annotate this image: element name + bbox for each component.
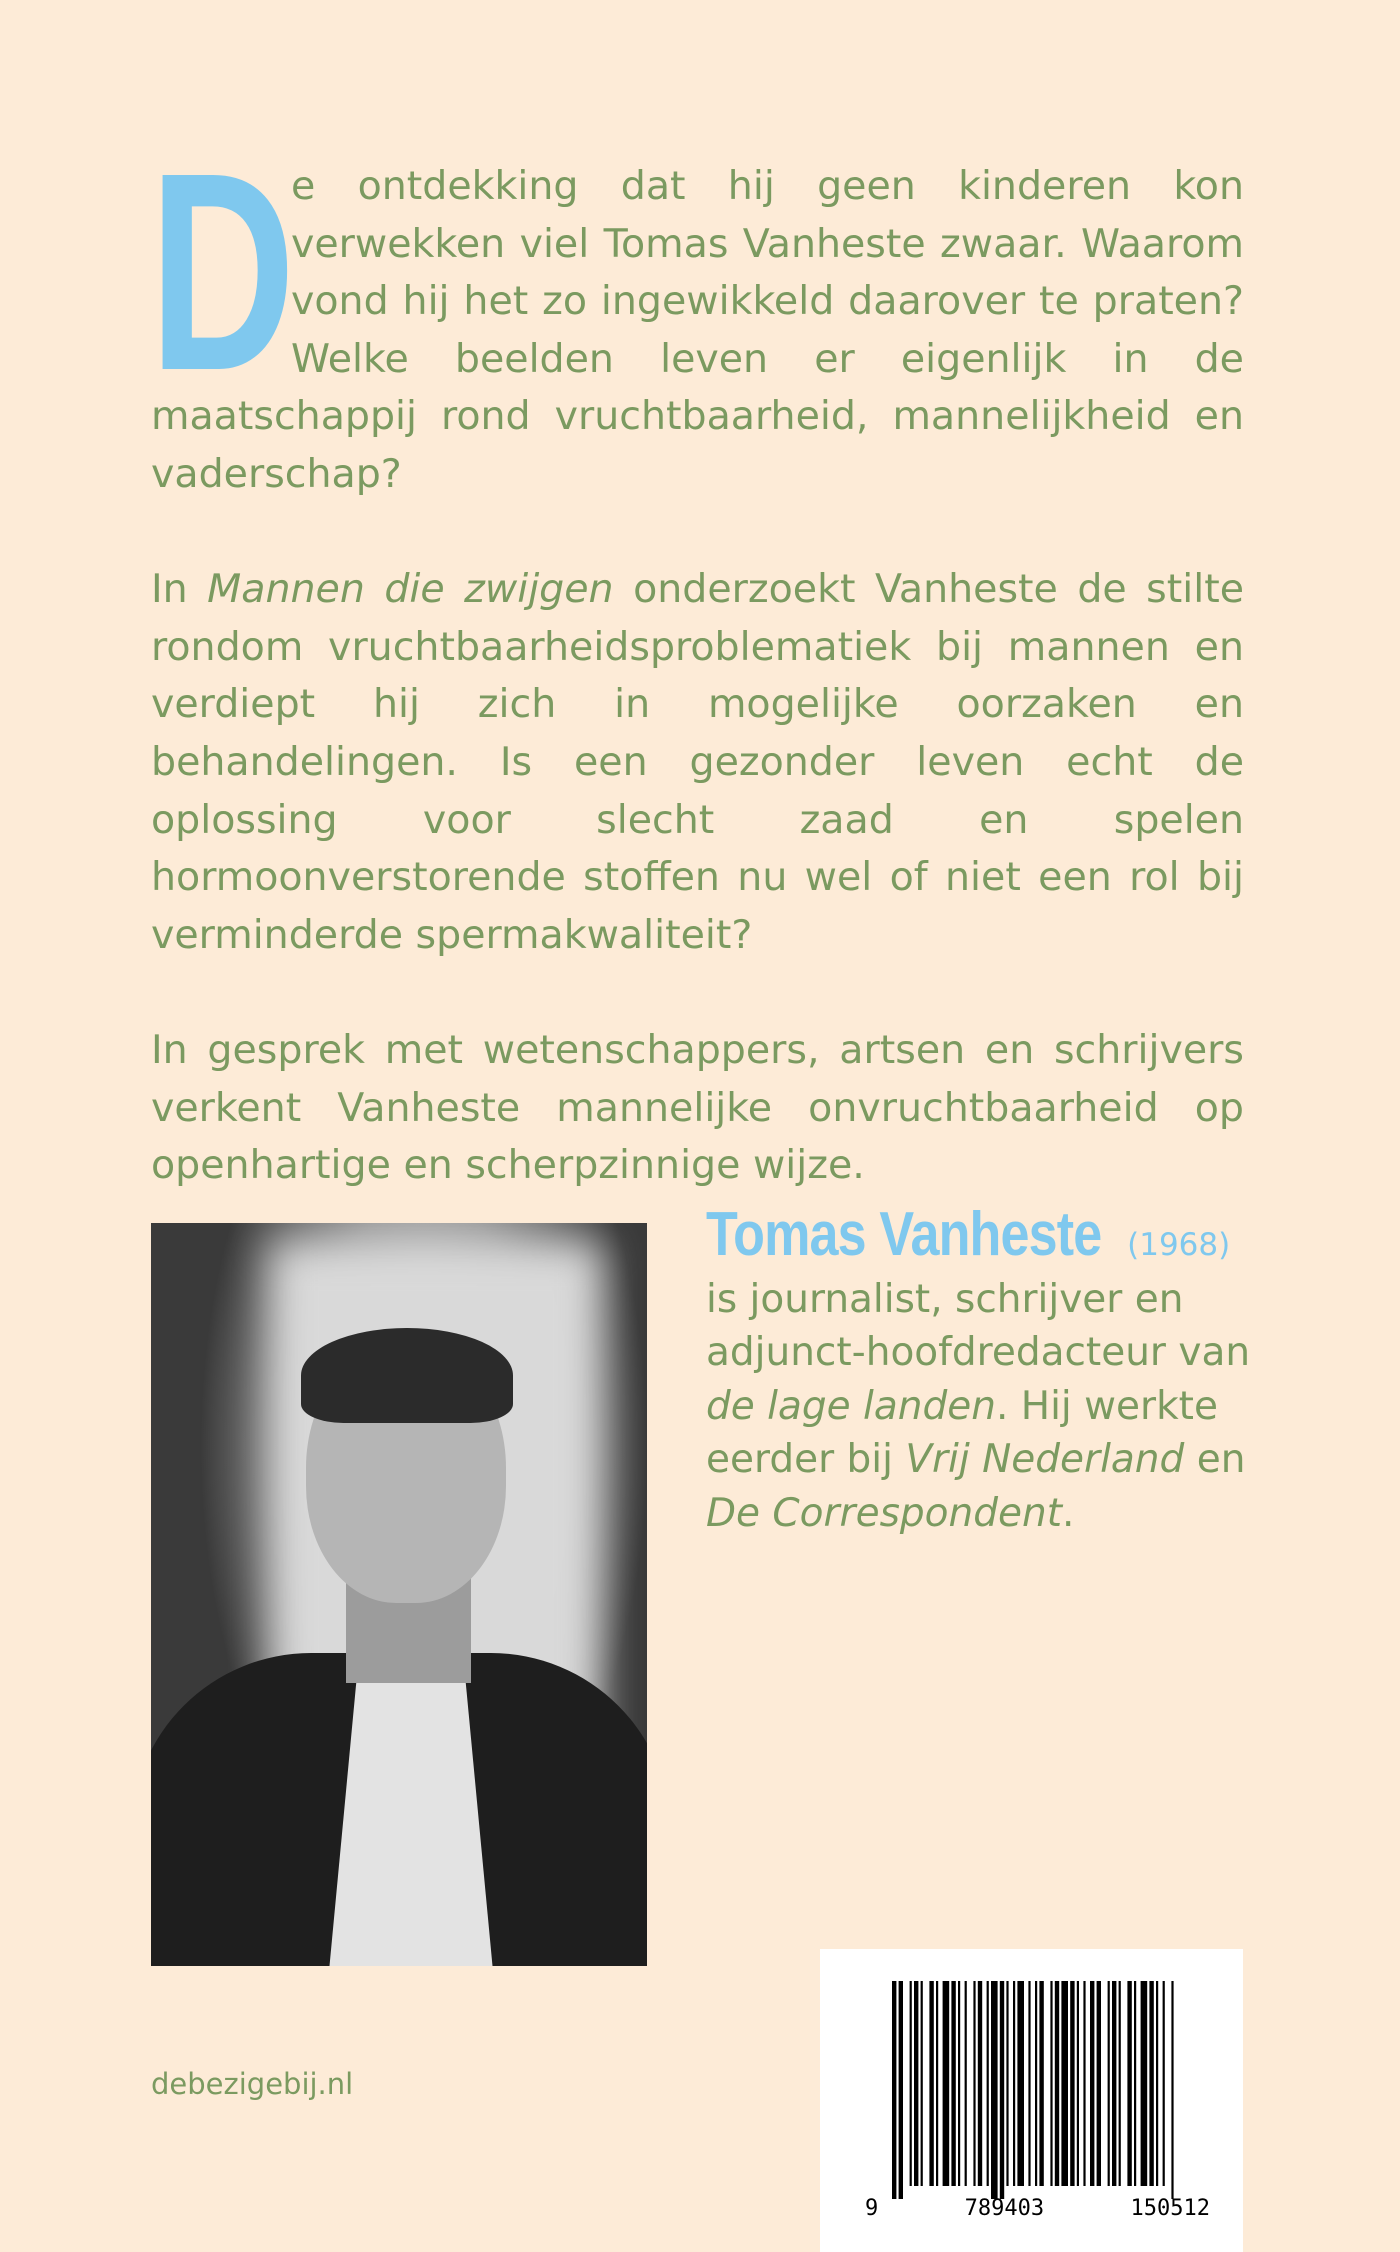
barcode-bar [1090, 1981, 1094, 2186]
barcode-digit-group: 789403 [964, 2196, 1045, 2221]
barcode-bar [987, 1981, 989, 2186]
drop-cap: D [149, 114, 296, 429]
barcode-digit-group: 9 [865, 2196, 879, 2221]
publication-title: De Correspondent [706, 1490, 1062, 1536]
barcode-bar [958, 1981, 960, 2186]
barcode-bar [1006, 1981, 1008, 2186]
barcode-bar [899, 1981, 903, 2199]
blurb-paragraph-3: In gesprek met wetenschappers, artsen en schrijvers verkent Vanheste mannelijke onvruchtbaarheid op openhartige en scherpzinnige wijze. [151, 1026, 1244, 1189]
author-photo [151, 1223, 647, 1966]
barcode-bar [1017, 1981, 1024, 2186]
barcode-bar [965, 1981, 967, 2186]
barcode-bar [914, 1981, 918, 2186]
author-name: Tomas Vanheste [706, 1200, 1102, 1269]
barcode-bar [951, 1981, 955, 2186]
barcode-bar [892, 1981, 896, 2199]
barcode-bar [1149, 1981, 1153, 2186]
barcode-bar [1070, 1981, 1074, 2186]
blurb-paragraph-1: D e ontdekking dat hij geen kinderen kon verwekken viel Tomas Vanheste zwaar. Waarom vond hij het zo ingewikkeld daarover te praten? Welke beelden leven er eigenlijk in de maatschappij rond vruchtbaarheid, mannelijkheid en vaderschap? [149, 114, 1244, 497]
publication-title: de lage landen [706, 1383, 996, 1429]
barcode-bar [1134, 1981, 1136, 2186]
barcode-bar [1061, 1981, 1068, 2186]
barcode-bars [820, 1949, 1243, 2199]
author-birth-year: (1968) [1127, 1227, 1231, 1263]
barcode-bar [1083, 1981, 1085, 2186]
publisher-website: debezigebij.nl [151, 2067, 354, 2101]
barcode-bar [1141, 1981, 1148, 2186]
barcode-bar [1163, 1981, 1165, 2186]
barcode-bar [1039, 1981, 1043, 2186]
blurb-paragraph-2: In Mannen die zwijgen onderzoekt Vanheste de stilte rondom vruchtbaarheidsproblematiek bij mannen en verdiept hij zich in mogelijke oorzaken en behandelingen. Is een gezonder leven echt de oplossing voor slecht zaad en spelen hormoonverstorende stoffen nu wel of niet een rol bij verminderde spermakwaliteit? [151, 566, 1244, 958]
barcode-bar [910, 1981, 912, 2186]
book-title: Mannen die zwijgen [207, 566, 614, 613]
barcode-bar [978, 1981, 982, 2186]
barcode-bar [1119, 1981, 1121, 2186]
barcode-bar [1077, 1981, 1079, 2186]
barcode-bar [1013, 1981, 1015, 2186]
barcode-digits [865, 2196, 1210, 2221]
barcode-bar [1171, 1981, 1173, 2199]
barcode-bar [929, 1981, 933, 2186]
barcode-bar [1097, 1981, 1101, 2186]
barcode-bar [1055, 1981, 1059, 2186]
barcode-bar [1035, 1981, 1037, 2186]
back-cover-blurb [149, 114, 1244, 1252]
barcode-bar [921, 1981, 923, 2186]
barcode-bar [1156, 1981, 1158, 2186]
author-bio: Tomas Vanheste (1968) is journalist, schrijver en adjunct-hoofdredacteur van de lage landen. Hij werkte eerder bij Vrij Nederland en De Correspondent. [706, 1200, 1251, 1536]
barcode-bar [1108, 1981, 1110, 2186]
barcode-bar [1000, 1981, 1004, 2199]
isbn-barcode [820, 1949, 1243, 2252]
barcode-bar [973, 1981, 975, 2186]
barcode-bar [936, 1981, 938, 2186]
barcode-digit-group: 150512 [1130, 2196, 1210, 2221]
barcode-bar [1050, 1981, 1052, 2186]
barcode-bar [1112, 1981, 1116, 2186]
barcode-bar [1028, 1981, 1030, 2186]
barcode-bar [991, 1981, 998, 2199]
barcode-bar [943, 1981, 950, 2186]
publication-title: Vrij Nederland [905, 1437, 1185, 1482]
barcode-bar [1127, 1981, 1131, 2186]
